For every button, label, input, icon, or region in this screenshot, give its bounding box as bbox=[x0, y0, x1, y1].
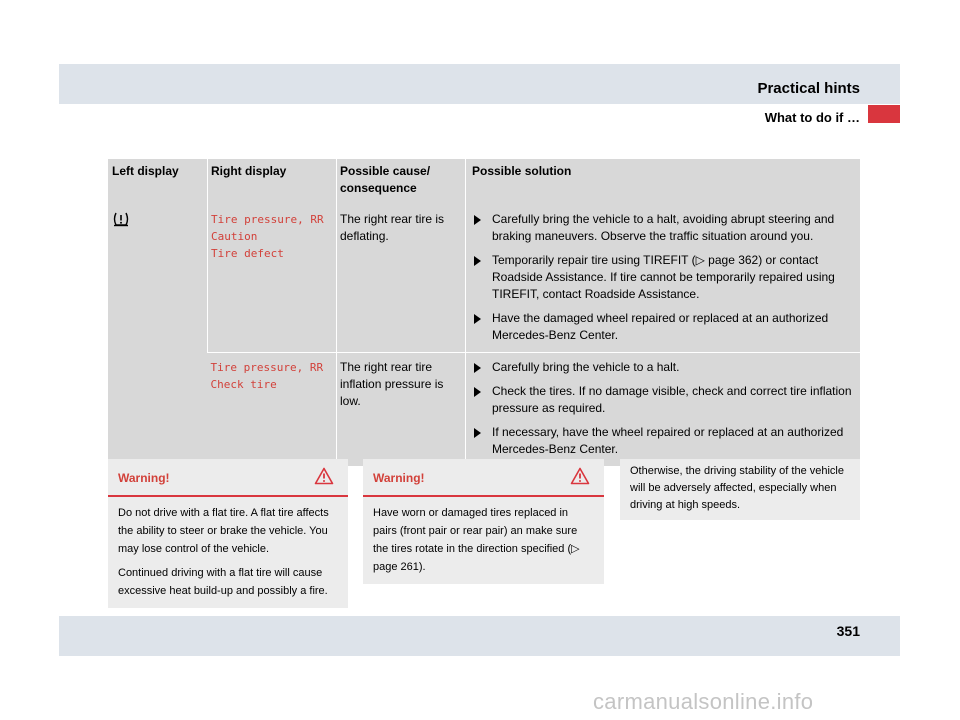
watermark: carmanualsonline.info bbox=[593, 689, 814, 714]
display-message-line: Tire pressure, RR bbox=[210, 361, 324, 374]
solution-cell bbox=[466, 353, 861, 467]
warning-box-flat-tire bbox=[108, 459, 348, 608]
tire-pressure-warning-icon bbox=[112, 211, 130, 227]
page-number: 351 bbox=[836, 623, 860, 639]
warning-triangle-icon bbox=[314, 467, 334, 485]
display-message-line: Tire defect bbox=[211, 247, 284, 260]
warning-body bbox=[108, 497, 348, 608]
footer-band bbox=[59, 616, 900, 656]
solution-cell bbox=[466, 205, 861, 353]
warning-paragraph: Do not drive with a flat tire. A flat tire affects the ability to steer or brake the vehicle. You may lose control of the vehicle. bbox=[118, 507, 329, 555]
solution-item: Carefully bring the vehicle to a halt, avoiding abrupt steering and braking maneuvers. Observe the traffic situation around you. bbox=[472, 211, 857, 245]
solution-item: Have the damaged wheel repaired or replaced at an authorized Mercedes-Benz Center. bbox=[472, 310, 857, 344]
warning-header bbox=[363, 459, 604, 497]
col-header-cause bbox=[337, 159, 466, 205]
right-display-cell bbox=[208, 353, 337, 467]
col-header-solution: Possible solution bbox=[466, 159, 861, 205]
display-message-line: Check tire bbox=[210, 378, 277, 391]
table-row bbox=[108, 205, 860, 353]
col-header-right-display: Right display bbox=[208, 159, 337, 205]
section-subtitle: What to do if … bbox=[764, 110, 860, 125]
table-header-row bbox=[108, 159, 860, 205]
col-header-left-display: Left display bbox=[108, 159, 208, 205]
cause-cell: The right rear tire is deflating. bbox=[337, 205, 466, 353]
warning-header bbox=[108, 459, 348, 497]
warning-paragraph: Have worn or damaged tires replaced in pairs (front pair or rear pair) an make sure the tires rotate in the direction specified (▷ page 261). bbox=[373, 507, 580, 573]
display-message-line: Caution bbox=[211, 230, 258, 243]
solution-list bbox=[472, 359, 857, 458]
left-display-cell bbox=[108, 205, 208, 466]
section-tab-marker bbox=[868, 105, 900, 123]
solution-item: Check the tires. If no damage visible, check and correct tire inflation pressure as required. bbox=[472, 383, 857, 417]
display-message-line: Tire pressure, RR bbox=[211, 213, 324, 226]
warning-title: Warning! bbox=[373, 471, 425, 485]
message-table bbox=[108, 159, 860, 466]
solution-item: Temporarily repair tire using TIREFIT (▷ page 362) or contact Roadside Assistance. If tire cannot be temporarily repaired using TIREFIT, contact Roadside Assistance. bbox=[472, 252, 857, 303]
warning-title: Warning! bbox=[118, 471, 170, 485]
solution-item: If necessary, have the wheel repaired or replaced at an authorized Mercedes-Benz Center. bbox=[472, 424, 857, 458]
info-note-box: Otherwise, the driving stability of the vehicle will be adversely affected, especially when driving at high speeds. bbox=[620, 459, 860, 520]
solution-item: Carefully bring the vehicle to a halt. bbox=[472, 359, 857, 376]
solution-list bbox=[472, 211, 857, 344]
section-title: Practical hints bbox=[757, 80, 860, 97]
col-header-cause-label: Possible cause/ consequence bbox=[340, 164, 431, 195]
right-display-cell bbox=[208, 205, 337, 353]
table-row bbox=[108, 353, 860, 467]
cause-cell: The right rear tire inflation pressure is low. bbox=[337, 353, 466, 467]
warning-triangle-icon bbox=[570, 467, 590, 485]
warning-paragraph: Continued driving with a flat tire will cause excessive heat build-up and possibly a fire. bbox=[118, 567, 328, 597]
warning-body bbox=[363, 497, 604, 584]
warning-box-worn-tires bbox=[363, 459, 604, 584]
